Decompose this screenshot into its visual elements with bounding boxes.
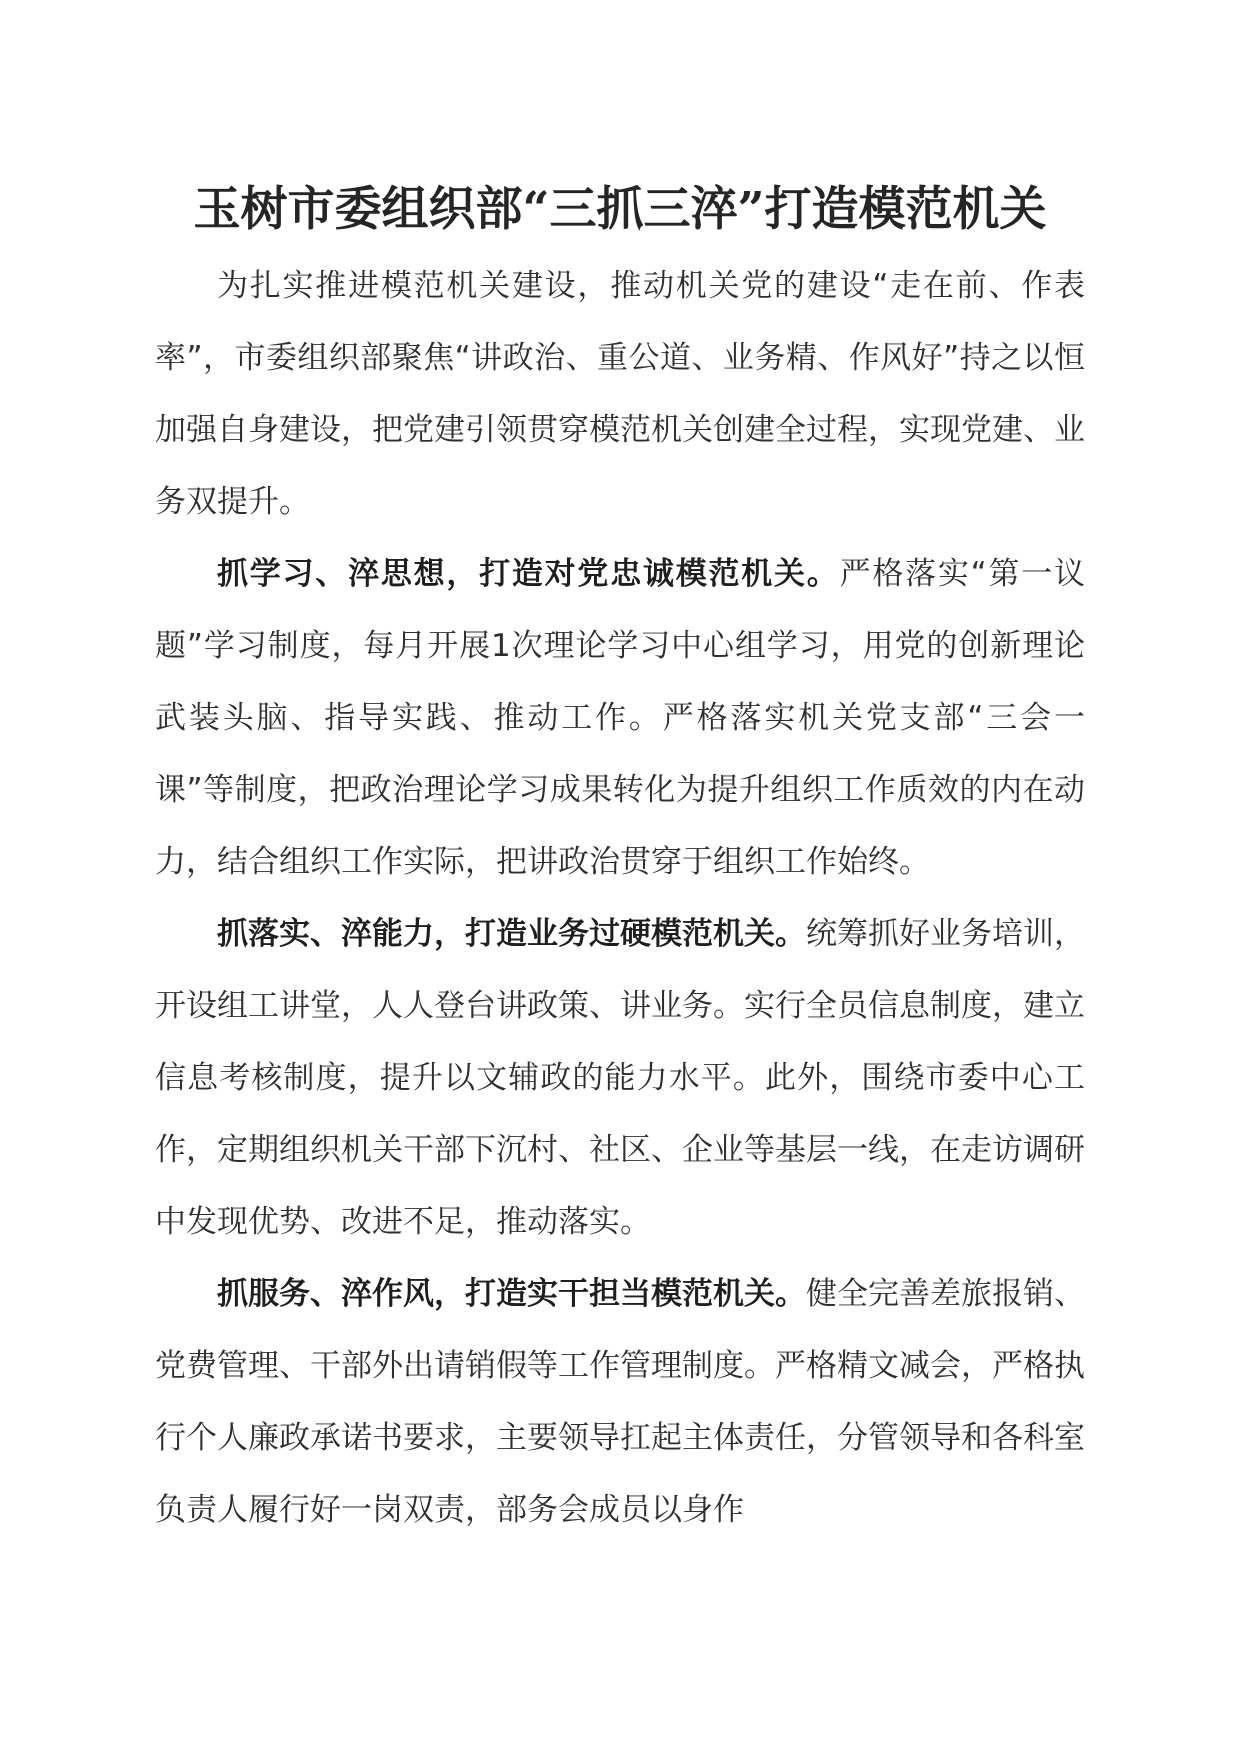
paragraph-text: 统筹抓好业务培训，开设组工讲堂，人人登台讲政策、讲业务。实行全员信息制度，建立信息考核制度，提升以文辅政的能力水平。此外，围绕市委中心工作，定期组织机关干部下沉村、社区、企业等基层一线，在走访调研中发现优势、改进不足，推动落实。	[155, 916, 1085, 1240]
paragraph-lead: 抓学习、淬思想，打造对党忠诚模范机关。	[217, 556, 840, 592]
paragraph-lead: 抓服务、淬作风，打造实干担当模范机关。	[217, 1276, 806, 1312]
paragraph-text: 为扎实推进模范机关建设，推动机关党的建设“走在前、作表率”，市委组织部聚焦“讲政治、重公道、业务精、作风好”持之以恒加强自身建设，把党建引领贯穿模范机关创建全过程，实现党建、业务双提升。	[155, 268, 1085, 520]
paragraph-implementation	[155, 898, 1085, 1258]
document-body	[155, 250, 1085, 1546]
paragraph-service	[155, 1258, 1085, 1546]
paragraph-lead: 抓落实、淬能力，打造业务过硬模范机关。	[217, 916, 806, 952]
paragraph-text: 健全完善差旅报销、党费管理、干部外出请销假等工作管理制度。严格精文减会，严格执行个人廉政承诺书要求，主要领导扛起主体责任，分管领导和各科室负责人履行好一岗双责，部务会成员以身作	[155, 1276, 1085, 1528]
paragraph-intro	[155, 250, 1085, 538]
document-title: 玉树市委组织部“三抓三淬”打造模范机关	[193, 182, 1047, 237]
paragraph-text: 严格落实“第一议题”学习制度，每月开展1次理论学习中心组学习，用党的创新理论武装头脑、指导实践、推动工作。严格落实机关党支部“三会一课”等制度，把政治理论学习成果转化为提升组织工作质效的内在动力，结合组织工作实际，把讲政治贯穿于组织工作始终。	[155, 556, 1086, 880]
paragraph-study	[155, 538, 1085, 898]
